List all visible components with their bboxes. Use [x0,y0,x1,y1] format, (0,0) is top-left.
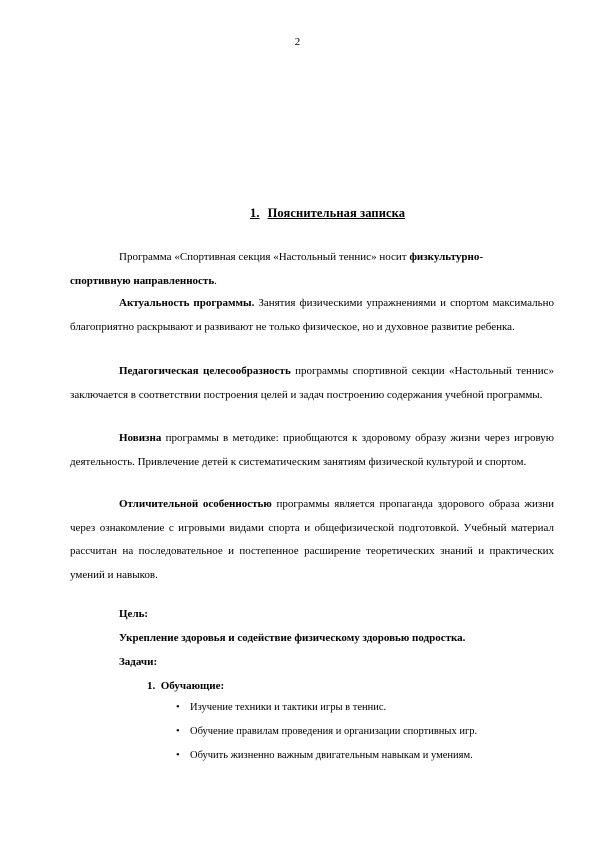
list-item [176,700,477,724]
tasks-item [147,680,224,692]
tasks-bullet-list [176,700,477,772]
list-item-text: Изучение техники и тактики игры в теннис. [190,702,387,713]
list-item-text: Обучение правилам проведения и организации спортивных игр. [190,726,478,737]
section-title: Пояснительная записка [267,206,406,220]
novelty-paragraph [70,427,554,474]
bullet-icon: • [176,702,180,713]
intro-bold-1: физкультурно- [409,251,484,263]
novelty-text: программы в методике: приобщаются к здоровому образу жизни через игровую деятельность. Привлечение детей к систематическим занятиям физической культурой и спортом. [70,432,554,468]
goal-text: Укрепление здоровья и содействие физическому здоровью подростка. [119,632,466,644]
intro-bold-2: спортивную направленность [70,274,215,287]
distinctive-paragraph [70,493,554,587]
relevance-text: Занятия физическими упражнениями и спортом максимально благоприятно раскрывают и развивают не только физическое, но и духовное развитие ребенка. [70,297,554,333]
list-item [176,724,477,748]
distinctive-label: Отличительной особенностью [119,498,272,510]
intro-paragraph [70,246,554,293]
bullet-icon: • [176,750,180,761]
section-heading [250,206,405,221]
relevance-label: Актуальность программы. [119,297,255,309]
pedagogical-label: Педагогическая целесообразность [119,365,291,377]
distinctive-text: программы является пропаганда здорового образа жизни через ознакомление с игровыми видами спорта и общефизической подготовкой. Учебный материал рассчитан на последовательное и постепенное расширение теоретических знаний и практических умений и навыков. [70,498,554,581]
list-item [176,748,477,772]
pedagogical-text: программы спортивной секции «Настольный теннис» заключается в соответствии построения целей и задач построению содержания учебной программы. [70,365,555,401]
page-number: 2 [294,36,301,48]
intro-end: . [214,274,217,287]
tasks-item-number: 1. [147,680,156,692]
pedagogical-paragraph [70,360,554,407]
list-item-text: Обучить жизненно важным двигательным навыкам и умениям. [190,750,473,761]
relevance-paragraph [70,292,554,339]
tasks-item-title: Обучающие: [160,680,225,692]
tasks-label: Задачи: [119,656,158,668]
intro-text: Программа «Спортивная секция «Настольный теннис» носит [119,251,410,263]
novelty-label: Новизна [119,432,162,444]
section-number: 1. [250,206,260,220]
bullet-icon: • [176,726,180,737]
goal-label: Цель: [119,608,149,620]
